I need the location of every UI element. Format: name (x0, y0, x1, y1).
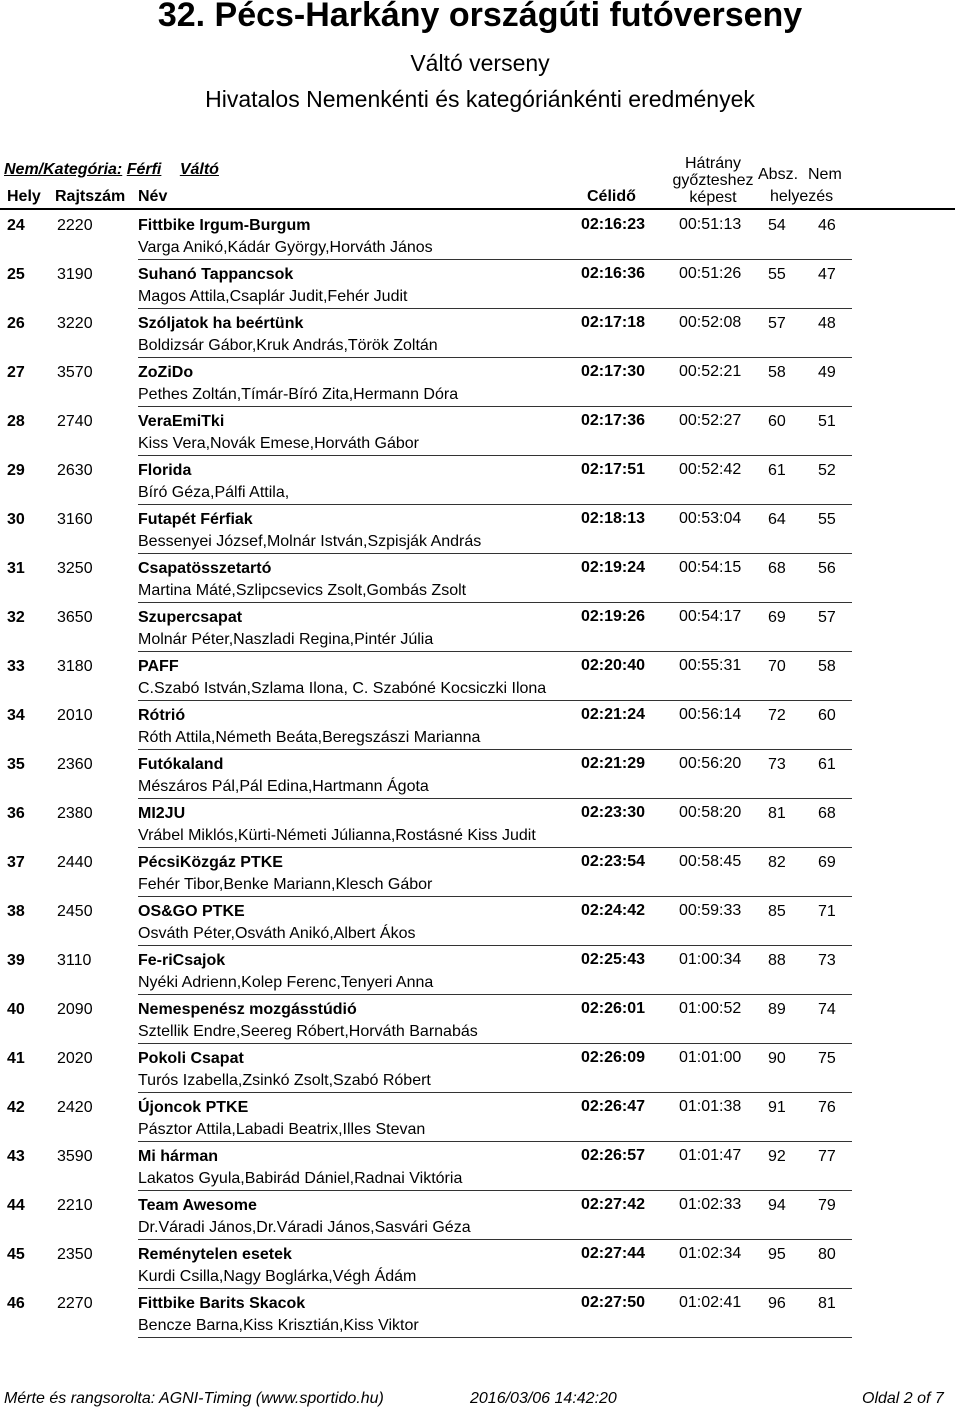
gap-cell: 00:58:45 (679, 853, 742, 870)
table-row (0, 701, 960, 750)
gender-place-cell: 57 (818, 609, 836, 626)
team-members-cell: Boldizsár Gábor,Kruk András,Török Zoltán (138, 337, 438, 354)
place-cell: 39 (7, 952, 25, 969)
column-header-finish-time: Célidő (587, 188, 636, 205)
gender-place-cell: 80 (818, 1246, 836, 1263)
table-row (0, 750, 960, 799)
gap-cell: 00:54:17 (679, 608, 742, 625)
team-name-cell: Florida (138, 462, 192, 479)
team-members-cell: Kurdi Csilla,Nagy Boglárka,Végh Ádám (138, 1268, 417, 1285)
team-name-cell: ZoZiDo (138, 364, 194, 381)
absolute-place-cell: 70 (768, 658, 786, 675)
team-members-cell: Róth Attila,Németh Beáta,Beregszászi Marianna (138, 729, 481, 746)
team-members-cell: Bessenyei József,Molnár István,Szpisják András (138, 533, 482, 550)
finish-time-cell: 02:20:40 (581, 657, 646, 674)
team-name-cell: PAFF (138, 658, 179, 675)
gap-cell: 00:58:20 (679, 804, 742, 821)
gap-cell: 01:02:33 (679, 1196, 742, 1213)
place-cell: 33 (7, 658, 25, 675)
team-name-cell: Szóljatok ha beértünk (138, 315, 304, 332)
column-header-placement: helyezés (770, 188, 834, 205)
table-row (0, 848, 960, 897)
bib-cell: 3110 (57, 952, 92, 969)
team-name-cell: Csapatösszetartó (138, 560, 272, 577)
gender-place-cell: 77 (818, 1148, 836, 1165)
absolute-place-cell: 72 (768, 707, 786, 724)
place-cell: 36 (7, 805, 25, 822)
place-cell: 24 (7, 217, 25, 234)
finish-time-cell: 02:27:50 (581, 1294, 646, 1311)
absolute-place-cell: 58 (768, 364, 786, 381)
bib-cell: 2210 (57, 1197, 93, 1214)
table-row (0, 1240, 960, 1289)
table-row (0, 456, 960, 505)
team-members-cell: Fehér Tibor,Benke Mariann,Klesch Gábor (138, 876, 433, 893)
gap-cell: 01:01:00 (679, 1049, 742, 1066)
finish-time-cell: 02:23:30 (581, 804, 646, 821)
team-members-cell: Martina Máté,Szlipcsevics Zsolt,Gombás Zsolt (138, 582, 467, 599)
table-row (0, 1044, 960, 1093)
team-name-cell: MI2JU (138, 805, 186, 822)
bib-cell: 2380 (57, 805, 93, 822)
bib-cell: 2350 (57, 1246, 93, 1263)
place-cell: 40 (7, 1001, 25, 1018)
column-header-absolute: Absz. (758, 166, 799, 183)
gender-place-cell: 47 (818, 266, 836, 283)
gender-place-cell: 60 (818, 707, 836, 724)
gender-place-cell: 61 (818, 756, 836, 773)
bib-cell: 3190 (57, 266, 93, 283)
finish-time-cell: 02:21:29 (581, 755, 646, 772)
place-cell: 29 (7, 462, 25, 479)
table-row (0, 1093, 960, 1142)
place-cell: 41 (7, 1050, 25, 1067)
place-cell: 43 (7, 1148, 25, 1165)
bib-cell: 3650 (57, 609, 93, 626)
team-name-cell: Újoncok PTKE (138, 1099, 249, 1116)
absolute-place-cell: 85 (768, 903, 786, 920)
place-cell: 25 (7, 266, 25, 283)
gender-place-cell: 46 (818, 217, 836, 234)
bib-cell: 3180 (57, 658, 93, 675)
absolute-place-cell: 64 (768, 511, 786, 528)
team-members-cell: Lakatos Gyula,Babirád Dániel,Radnai Viktória (138, 1170, 463, 1187)
finish-time-cell: 02:17:36 (581, 412, 646, 429)
finish-time-cell: 02:26:09 (581, 1049, 646, 1066)
category-gender: Férfi (126, 161, 162, 178)
bib-cell: 2450 (57, 903, 93, 920)
absolute-place-cell: 90 (768, 1050, 786, 1067)
gender-place-cell: 49 (818, 364, 836, 381)
table-row (0, 358, 960, 407)
gap-cell: 00:52:42 (679, 461, 742, 478)
gap-cell: 01:02:34 (679, 1245, 742, 1262)
column-header-bib: Rajtszám (55, 188, 126, 205)
gender-place-cell: 69 (818, 854, 836, 871)
table-row (0, 554, 960, 603)
team-members-cell: Pethes Zoltán,Tímár-Bíró Zita,Hermann Dóra (138, 386, 459, 403)
team-name-cell: OS&GO PTKE (138, 903, 245, 920)
place-cell: 37 (7, 854, 25, 871)
gender-place-cell: 71 (818, 903, 836, 920)
bib-cell: 2220 (57, 217, 93, 234)
category-label: Nem/Kategória: (4, 161, 123, 178)
gap-cell: 01:00:52 (679, 1000, 742, 1017)
place-cell: 28 (7, 413, 25, 430)
team-name-cell: Futókaland (138, 756, 224, 773)
bib-cell: 2020 (57, 1050, 93, 1067)
place-cell: 44 (7, 1197, 25, 1214)
place-cell: 26 (7, 315, 25, 332)
finish-time-cell: 02:17:51 (581, 461, 646, 478)
team-members-cell: Osváth Péter,Osváth Anikó,Albert Ákos (138, 925, 416, 942)
document-subtitle-results: Hivatalos Nemenkénti és kategóriánkénti eredmények (205, 86, 755, 112)
bib-cell: 3160 (57, 511, 93, 528)
absolute-place-cell: 68 (768, 560, 786, 577)
gender-place-cell: 81 (818, 1295, 836, 1312)
place-cell: 34 (7, 707, 25, 724)
team-name-cell: Futapét Férfiak (138, 511, 253, 528)
column-header-gender: Nem (808, 166, 842, 183)
place-cell: 46 (7, 1295, 25, 1312)
gap-cell: 00:59:33 (679, 902, 742, 919)
absolute-place-cell: 89 (768, 1001, 786, 1018)
team-members-cell: Vrábel Miklós,Kürti-Németi Júlianna,Rostásné Kiss Judit (138, 827, 536, 844)
place-cell: 27 (7, 364, 25, 381)
table-row (0, 211, 960, 260)
footer-page-number: Oldal 2 of 7 (862, 1390, 944, 1407)
absolute-place-cell: 88 (768, 952, 786, 969)
table-row (0, 1289, 960, 1338)
team-members-cell: Varga Anikó,Kádár György,Horváth János (138, 239, 433, 256)
gender-place-cell: 52 (818, 462, 836, 479)
finish-time-cell: 02:19:26 (581, 608, 646, 625)
table-row (0, 260, 960, 309)
team-name-cell: Suhanó Tappancsok (138, 266, 294, 283)
finish-time-cell: 02:26:01 (581, 1000, 646, 1017)
bib-cell: 3220 (57, 315, 93, 332)
place-cell: 32 (7, 609, 25, 626)
category-line (4, 160, 219, 180)
gap-cell: 00:55:31 (679, 657, 742, 674)
gap-cell: 00:52:08 (679, 314, 742, 331)
gender-place-cell: 73 (818, 952, 836, 969)
gap-cell: 01:01:38 (679, 1098, 742, 1115)
team-name-cell: Mi hárman (138, 1148, 219, 1165)
finish-time-cell: 02:17:18 (581, 314, 646, 331)
finish-time-cell: 02:27:44 (581, 1245, 646, 1262)
place-cell: 35 (7, 756, 25, 773)
table-row (0, 603, 960, 652)
gender-place-cell: 75 (818, 1050, 836, 1067)
place-cell: 45 (7, 1246, 25, 1263)
table-row (0, 652, 960, 701)
table-row (0, 505, 960, 554)
absolute-place-cell: 95 (768, 1246, 786, 1263)
gap-cell: 01:02:41 (679, 1294, 742, 1311)
absolute-place-cell: 92 (768, 1148, 786, 1165)
absolute-place-cell: 82 (768, 854, 786, 871)
team-members-cell: Nyéki Adrienn,Kolep Ferenc,Tenyeri Anna (138, 974, 434, 991)
team-members-cell: Turós Izabella,Zsinkó Zsolt,Szabó Róbert (138, 1072, 431, 1089)
header-divider (0, 208, 955, 210)
gap-cell: 00:56:20 (679, 755, 742, 772)
gender-place-cell: 48 (818, 315, 836, 332)
absolute-place-cell: 54 (768, 217, 786, 234)
team-members-cell: Kiss Vera,Novák Emese,Horváth Gábor (138, 435, 420, 452)
team-members-cell: Sztellik Endre,Seereg Róbert,Horváth Barnabás (138, 1023, 478, 1040)
gap-cell: 00:52:21 (679, 363, 742, 380)
gap-cell: 00:51:26 (679, 265, 742, 282)
table-row (0, 1191, 960, 1240)
place-cell: 30 (7, 511, 25, 528)
finish-time-cell: 02:16:23 (581, 216, 646, 233)
team-members-cell: C.Szabó István,Szlama Ilona, C. Szabóné Kocsiczki Ilona (138, 680, 547, 697)
table-row (0, 897, 960, 946)
gender-place-cell: 55 (818, 511, 836, 528)
bib-cell: 2010 (57, 707, 93, 724)
team-name-cell: Team Awesome (138, 1197, 257, 1214)
finish-time-cell: 02:23:54 (581, 853, 646, 870)
bib-cell: 2420 (57, 1099, 93, 1116)
gender-place-cell: 76 (818, 1099, 836, 1116)
team-name-cell: Rótrió (138, 707, 186, 724)
bib-cell: 2440 (57, 854, 93, 871)
team-members-cell: Bíró Géza,Pálfi Attila, (138, 484, 290, 501)
absolute-place-cell: 94 (768, 1197, 786, 1214)
place-cell: 31 (7, 560, 25, 577)
team-name-cell: Fittbike Barits Skacok (138, 1295, 306, 1312)
document-subtitle: Váltó verseny (410, 50, 550, 76)
finish-time-cell: 02:27:42 (581, 1196, 646, 1213)
finish-time-cell: 02:17:30 (581, 363, 646, 380)
team-name-cell: Fittbike Irgum-Burgum (138, 217, 311, 234)
absolute-place-cell: 60 (768, 413, 786, 430)
finish-time-cell: 02:21:24 (581, 706, 646, 723)
team-name-cell: Fe-riCsajok (138, 952, 226, 969)
column-header-place: Hely (7, 188, 41, 205)
place-cell: 38 (7, 903, 25, 920)
team-name-cell: PécsiKözgáz PTKE (138, 854, 283, 871)
finish-time-cell: 02:25:43 (581, 951, 646, 968)
absolute-place-cell: 57 (768, 315, 786, 332)
absolute-place-cell: 61 (768, 462, 786, 479)
team-members-cell: Dr.Váradi János,Dr.Váradi János,Sasvári Géza (138, 1219, 471, 1236)
gap-cell: 01:01:47 (679, 1147, 742, 1164)
absolute-place-cell: 69 (768, 609, 786, 626)
footer-timestamp: 2016/03/06 14:42:20 (470, 1390, 617, 1407)
gap-cell: 00:51:13 (679, 216, 742, 233)
team-members-cell: Magos Attila,Csaplár Judit,Fehér Judit (138, 288, 408, 305)
team-name-cell: VeraEmiTki (138, 413, 225, 430)
bib-cell: 2740 (57, 413, 93, 430)
table-row (0, 995, 960, 1044)
column-header-gap: Hátrány győzteshez képest (672, 155, 754, 206)
finish-time-cell: 02:18:13 (581, 510, 646, 527)
team-name-cell: Reménytelen esetek (138, 1246, 292, 1263)
table-row (0, 799, 960, 848)
place-cell: 42 (7, 1099, 25, 1116)
team-members-cell: Molnár Péter,Naszladi Regina,Pintér Júlia (138, 631, 434, 648)
bib-cell: 3250 (57, 560, 93, 577)
bib-cell: 2090 (57, 1001, 93, 1018)
table-row (0, 407, 960, 456)
bib-cell: 3590 (57, 1148, 93, 1165)
gender-place-cell: 51 (818, 413, 836, 430)
absolute-place-cell: 96 (768, 1295, 786, 1312)
finish-time-cell: 02:26:47 (581, 1098, 646, 1115)
absolute-place-cell: 91 (768, 1099, 786, 1116)
team-name-cell: Pokoli Csapat (138, 1050, 244, 1067)
gap-cell: 00:53:04 (679, 510, 742, 527)
category-kind: Váltó (179, 161, 219, 178)
team-members-cell: Mészáros Pál,Pál Edina,Hartmann Ágota (138, 778, 429, 795)
row-divider (138, 1337, 852, 1338)
absolute-place-cell: 81 (768, 805, 786, 822)
gap-cell: 00:54:15 (679, 559, 742, 576)
gender-place-cell: 79 (818, 1197, 836, 1214)
team-name-cell: Nemespenész mozgásstúdió (138, 1001, 357, 1018)
gender-place-cell: 56 (818, 560, 836, 577)
table-row (0, 309, 960, 358)
gap-cell: 00:52:27 (679, 412, 742, 429)
team-members-cell: Bencze Barna,Kiss Krisztián,Kiss Viktor (138, 1317, 419, 1334)
team-name-cell: Szupercsapat (138, 609, 243, 626)
bib-cell: 2270 (57, 1295, 93, 1312)
finish-time-cell: 02:26:57 (581, 1147, 646, 1164)
document-title: 32. Pécs-Harkány országúti futóverseny (157, 0, 803, 34)
gap-cell: 00:56:14 (679, 706, 742, 723)
table-row (0, 946, 960, 995)
finish-time-cell: 02:19:24 (581, 559, 646, 576)
gap-cell: 01:00:34 (679, 951, 742, 968)
absolute-place-cell: 55 (768, 266, 786, 283)
bib-cell: 2630 (57, 462, 93, 479)
bib-cell: 2360 (57, 756, 93, 773)
column-header-name: Név (138, 188, 168, 205)
absolute-place-cell: 73 (768, 756, 786, 773)
team-members-cell: Pásztor Attila,Labadi Beatrix,Illes Stevan (138, 1121, 426, 1138)
finish-time-cell: 02:16:36 (581, 265, 646, 282)
gender-place-cell: 74 (818, 1001, 836, 1018)
footer-credit: Mérte és rangsorolta: AGNI-Timing (www.sportido.hu) (4, 1390, 384, 1407)
table-row (0, 1142, 960, 1191)
gender-place-cell: 58 (818, 658, 836, 675)
finish-time-cell: 02:24:42 (581, 902, 646, 919)
gender-place-cell: 68 (818, 805, 836, 822)
bib-cell: 3570 (57, 364, 93, 381)
